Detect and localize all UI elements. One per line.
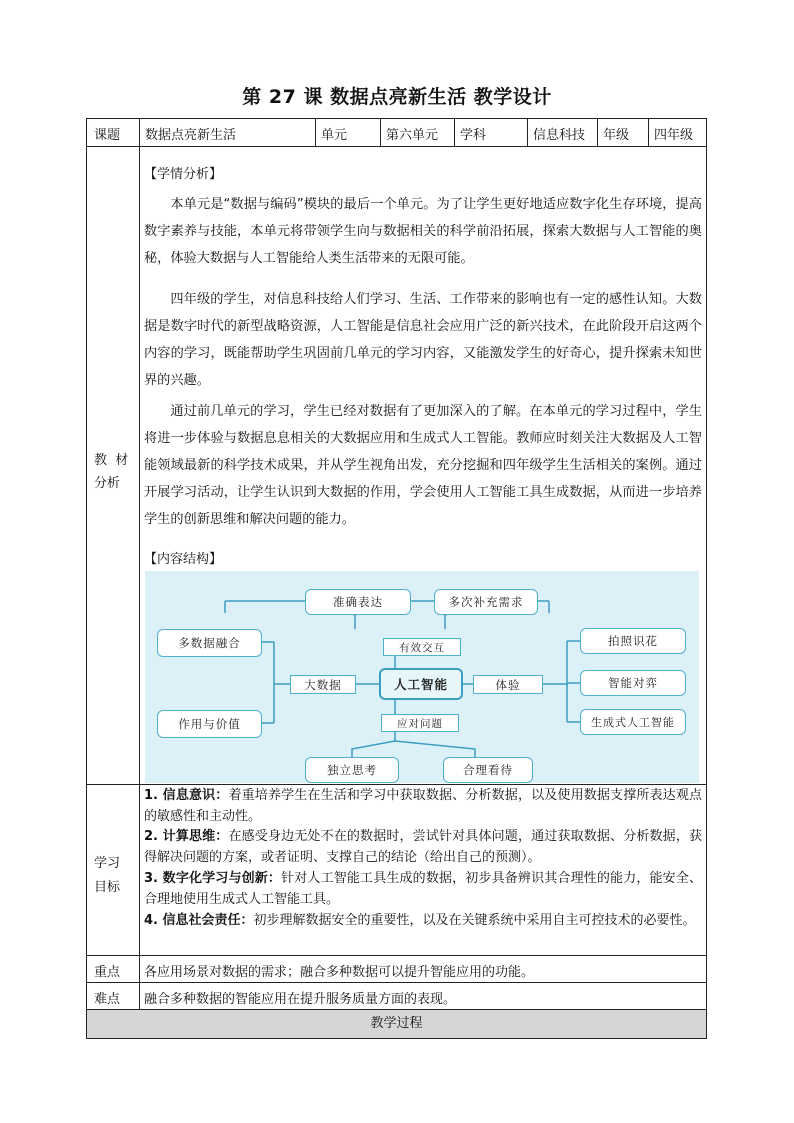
table-border-left (86, 118, 87, 1009)
header-unit-label: 单元 (321, 128, 348, 143)
diagram-link-effective-interaction: 有效交互 (383, 638, 461, 656)
key-point-text: 各应用场景对数据的需求；融合多种数据可以提升智能应用的功能。 (144, 965, 535, 980)
table-border-top (86, 118, 707, 119)
header-grade-value: 四年级 (654, 128, 694, 143)
page-title: 第 27 课 数据点亮新生活 教学设计 (242, 86, 552, 108)
header-subject-label: 学科 (460, 128, 487, 143)
goal-1-title: 1. 信息意识： (144, 788, 229, 803)
goal-item-4 (144, 911, 702, 932)
analysis-row-label-2: 分析 (94, 476, 121, 491)
diagram-link-big-data: 大数据 (290, 675, 356, 694)
header-sep (648, 118, 649, 146)
table-line-goals (86, 955, 707, 956)
goals-row-label-1: 学习 (94, 856, 121, 871)
teaching-process-label: 教学过程 (370, 1016, 423, 1031)
goals-row-label-2: 目标 (94, 880, 121, 895)
analysis-paragraph-1: 本单元是“数据与编码”模块的最后一个单元。为了让学生更好地适应数字化生存环境，提高数字素养与技能，本单元将带领学生向与数据相关的科学前沿拓展，探索大数据与人工智能的奥秘，体验大数据与人工智能给人类生活带来的无限可能。 (144, 197, 702, 266)
difficulty-label: 难点 (94, 992, 121, 1007)
header-subject-value: 信息科技 (533, 128, 586, 143)
teaching-process-bar (86, 1009, 707, 1039)
diagram-node-ai: 人工智能 (379, 668, 463, 700)
goal-3-title: 3. 数字化学习与创新： (144, 871, 282, 886)
header-sep (454, 118, 455, 146)
content-structure-diagram (145, 571, 699, 783)
diagram-node-generative-ai: 生成式人工智能 (580, 709, 686, 735)
goal-item-3 (144, 869, 702, 910)
goal-4-text: 初步理解数据安全的重要性，以及在关键系统中采用自主可控技术的必要性。 (253, 913, 696, 928)
diagram-node-smart-chess: 智能对弈 (580, 670, 686, 696)
goal-1-text: 着重培养学生在生活和学习中获取数据、分析数据，以及使用数据支撑所表达观点的敏感性和主动性。 (144, 788, 702, 824)
table-border-right (706, 118, 707, 1009)
goal-2-text: 在感受身边无处不在的数据时，尝试针对具体问题，通过获取数据、分析数据，获得解决问题的方案，或者证明、支撑自己的结论（给出自己的预测）。 (144, 829, 702, 865)
diagram-node-role-value: 作用与价值 (157, 710, 262, 738)
diagram-node-supplement-needs: 多次补充需求 (434, 589, 538, 615)
diagram-link-experience: 体验 (473, 675, 543, 694)
goal-item-2 (144, 827, 702, 868)
header-grade-label: 年级 (603, 128, 630, 143)
header-sep (315, 118, 316, 146)
analysis-row-label-1: 教 材 (94, 453, 129, 468)
header-course-label: 课题 (94, 128, 121, 143)
goal-item-1 (144, 786, 702, 827)
table-line-key (86, 982, 707, 983)
diagram-node-rational-view: 合理看待 (443, 757, 533, 783)
diagram-node-flower-recognition: 拍照识花 (580, 628, 686, 654)
diagram-node-data-fusion: 多数据融合 (157, 629, 262, 657)
header-unit-value: 第六单元 (386, 128, 439, 143)
diagram-node-accurate-expression: 准确表达 (305, 589, 411, 615)
analysis-paragraph-3: 通过前几单元的学习，学生已经对数据有了更加深入的了解。在本单元的学习过程中，学生将进一步体验与数据息息相关的大数据应用和生成式人工智能。教师应时刻关注大数据及人工智能领域最新的科学技术成果，并从学生视角出发，充分挖掘和四年级学生生活相关的案例。通过开展学习活动，让学生认识到大数据的作用，学会使用人工智能工具生成数据，从而进一步培养学生的创新思维和解决问题的能力。 (144, 404, 702, 527)
header-sep (597, 118, 598, 146)
key-point-label: 重点 (94, 965, 121, 980)
difficulty-text: 融合多种数据的智能应用在提升服务质量方面的表现。 (144, 992, 457, 1007)
section-heading-learner-analysis: 【学情分析】 (144, 167, 223, 182)
analysis-paragraph-2: 四年级的学生，对信息科技给人们学习、生活、工作带来的影响也有一定的感性认知。大数据是数字时代的新型战略资源，人工智能是信息社会应用广泛的新兴技术，在此阶段开启这两个内容的学习，既能帮助学生巩固前几单元的学习内容，又能激发学生的好奇心，提升探索未知世界的兴趣。 (144, 292, 702, 388)
header-course-value: 数据点亮新生活 (145, 128, 237, 143)
diagram-link-coping-issues: 应对问题 (381, 714, 459, 732)
table-line-label-col (139, 118, 140, 1009)
diagram-node-independent-thinking: 独立思考 (305, 757, 399, 783)
table-line-header (86, 146, 707, 147)
goal-3-text: 针对人工智能工具生成的数据，初步具备辨识其合理性的能力，能安全、合理地使用生成式人工智能工具。 (144, 871, 702, 907)
table-line-analysis (86, 784, 707, 785)
goal-4-title: 4. 信息社会责任： (144, 913, 254, 928)
section-heading-content-structure: 【内容结构】 (144, 552, 223, 567)
goal-2-title: 2. 计算思维： (144, 829, 229, 844)
header-sep (527, 118, 528, 146)
header-sep (380, 118, 381, 146)
